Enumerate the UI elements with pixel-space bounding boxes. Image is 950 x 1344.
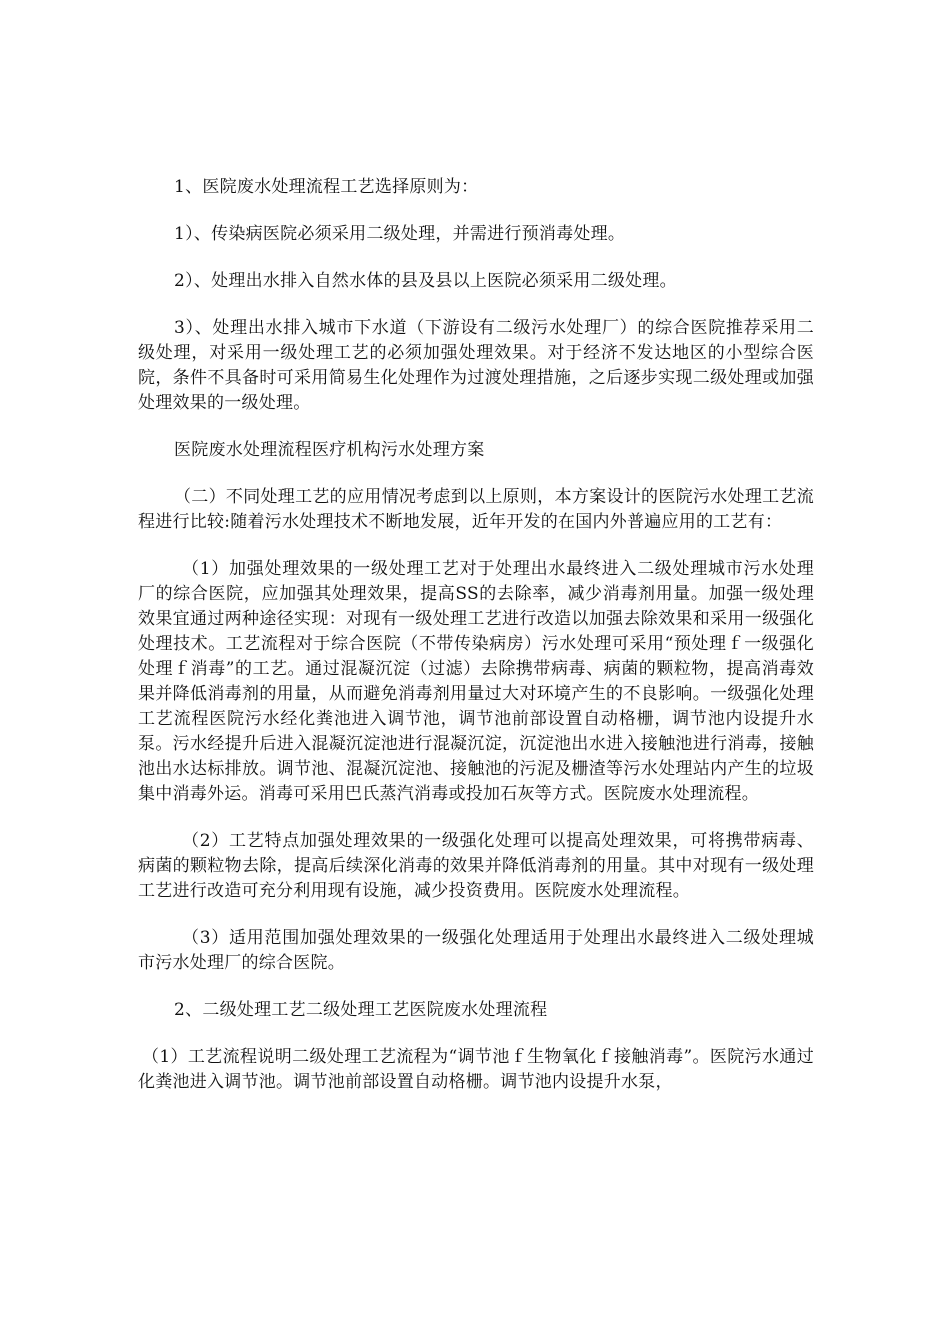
paragraph-item-3: （3）适用范围加强处理效果的一级强化处理适用于处理出水最终进入二级处理城市污水处理厂的综合医院。 [138,928,814,973]
paragraph-process-description: （1）工艺流程说明二级处理工艺流程为“调节池ｆ生物氧化ｆ接触消毒”。医院污水通过化粪池进入调节池。调节池前部设置自动格栅。调节池内设提升水泵， [138,1047,814,1092]
paragraph-section-1-heading: 1、医院废水处理流程工艺选择原则为： [174,177,479,197]
paragraph-item-1: （1）加强处理效果的一级处理工艺对于处理出水最终进入二级处理城市污水处理厂的综合医院，应加强其处理效果，提高SS的去除率，减少消毒剂用量。加强一级处理效果宜通过两种途径实现：对现有一级处理工艺进行改造以加强去除效果和采用一级强化处理技术。工艺流程对于综合医院（不带传染病房）污水处理可采用“预处理ｆ一级强化处理ｆ消毒”的工艺。通过混凝沉淀（过滤）去除携带病毒、病菌的颗粒物，提高消毒效果并降低消毒剂的用量，从而避免消毒剂用量过大对环境产生的不良影响。一级强化处理工艺流程医院污水经化粪池进入调节池，调节池前部设置自动格栅，调节池内设提升水泵。污水经提升后进入混凝沉淀池进行混凝沉淀，沉淀池出水进入接触池进行消毒，接触池出水达标排放。调节池、混凝沉淀池、接触池的污泥及栅渣等污水处理站内产生的垃圾集中消毒外运。消毒可采用巴氏蒸汽消毒或投加石灰等方式。医院废水处理流程。 [138,559,814,804]
paragraph-section-2-intro: （二）不同处理工艺的应用情况考虑到以上原则，本方案设计的医院污水处理工艺流程进行比较:随着污水处理技术不断地发展，近年开发的在国内外普遍应用的工艺有： [138,487,814,532]
document-page [138,175,814,1117]
paragraph-item-2: （2）工艺特点加强处理效果的一级强化处理可以提高处理效果，可将携带病毒、病菌的颗粒物去除，提高后续深化消毒的效果并降低消毒剂的用量。其中对现有一级处理工艺进行改造可充分利用现有设施，减少投资费用。医院废水处理流程。 [138,831,814,901]
paragraph-principle-3: 3）、处理出水排入城市下水道（下游设有二级污水处理厂）的综合医院推荐采用二级处理，对采用一级处理工艺的必须加强处理效果。对于经济不发达地区的小型综合医院，条件不具备时可采用简易生化处理作为过渡处理措施，之后逐步实现二级处理或加强处理效果的一级处理。 [138,318,814,413]
paragraph-subheading-plan: 医院废水处理流程医疗机构污水处理方案 [174,440,485,460]
paragraph-principle-1: 1）、传染病医院必须采用二级处理，并需进行预消毒处理。 [174,224,626,244]
paragraph-principle-2: 2）、处理出水排入自然水体的县及县以上医院必须采用二级处理。 [174,271,677,291]
paragraph-secondary-treatment-heading: 2、二级处理工艺二级处理工艺医院废水处理流程 [174,1000,548,1020]
